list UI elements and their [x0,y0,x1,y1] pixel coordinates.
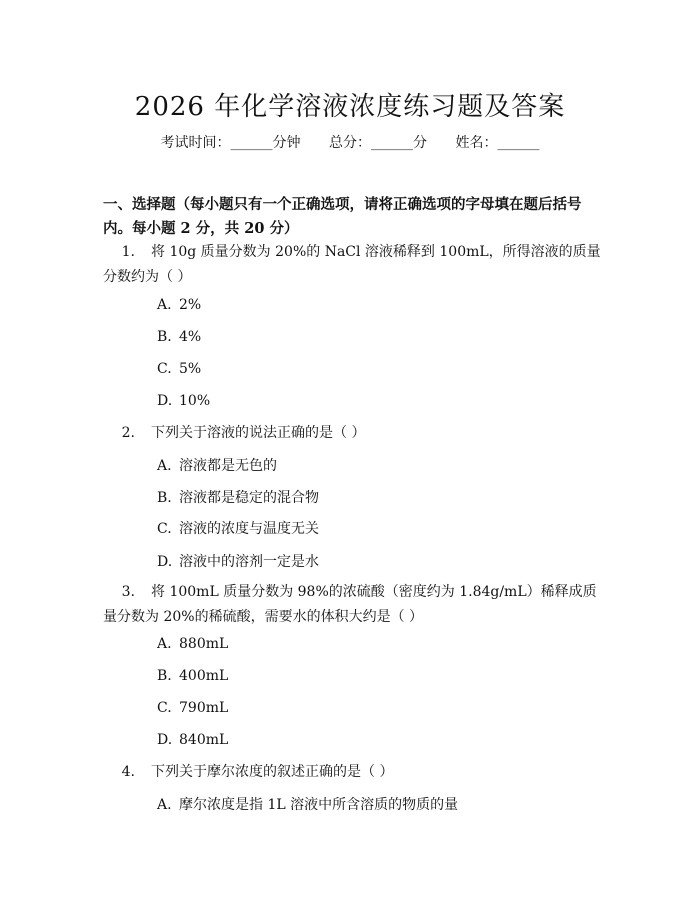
question-text: 将 10g 质量分数为 20%的 NaCl 溶液稀释到 100mL，所得溶液的质量分数约为（ ） [103,244,601,285]
page-title: 2026 年化学溶液浓度练习题及答案 [134,92,566,122]
question-number: 4. [121,764,135,780]
option-2a: A. 溶液都是无色的 [157,458,277,474]
option-4a: A. 摩尔浓度是指 1L 溶液中所含溶质的物质的量 [157,797,459,813]
option-3a: A. 880mL [157,636,229,652]
question-2 [103,421,603,446]
exam-meta [0,132,700,152]
total-score-field: 总分：______分 [329,135,427,151]
section-heading: 一、选择题（每小题只有一个正确选项，请将正确选项的字母填在题后括号内。每小题 2 分，共 20 分） [103,196,582,237]
question-number: 2. [121,425,135,441]
question-text: 将 100mL 质量分数为 98%的浓硫酸（密度约为 1.84g/mL）稀释成质量分数为 20%的稀硫酸，需要水的体积大约是（ ） [103,584,597,625]
question-text: 下列关于溶液的说法正确的是（ ） [151,425,366,441]
option-3b: B. 400mL [157,668,229,684]
question-number: 3. [121,584,135,600]
option-1c: C. 5% [157,361,202,377]
option-3c: C. 790mL [157,700,229,716]
exam-time-field: 考试时间：______分钟 [160,135,301,151]
question-1 [103,240,603,290]
option-1a: A. 2% [157,297,202,313]
option-2d: D. 溶液中的溶剂一定是水 [157,554,319,570]
question-text: 下列关于摩尔浓度的叙述正确的是（ ） [151,764,394,780]
option-2b: B. 溶液都是稳定的混合物 [157,490,319,506]
question-3 [103,580,603,630]
student-name-field: 姓名：______ [455,135,540,151]
option-1d: D. 10% [157,393,211,409]
option-3d: D. 840mL [157,732,229,748]
option-1b: B. 4% [157,329,202,345]
question-number: 1. [121,244,135,260]
question-4 [103,760,603,785]
option-2c: C. 溶液的浓度与温度无关 [157,521,319,537]
